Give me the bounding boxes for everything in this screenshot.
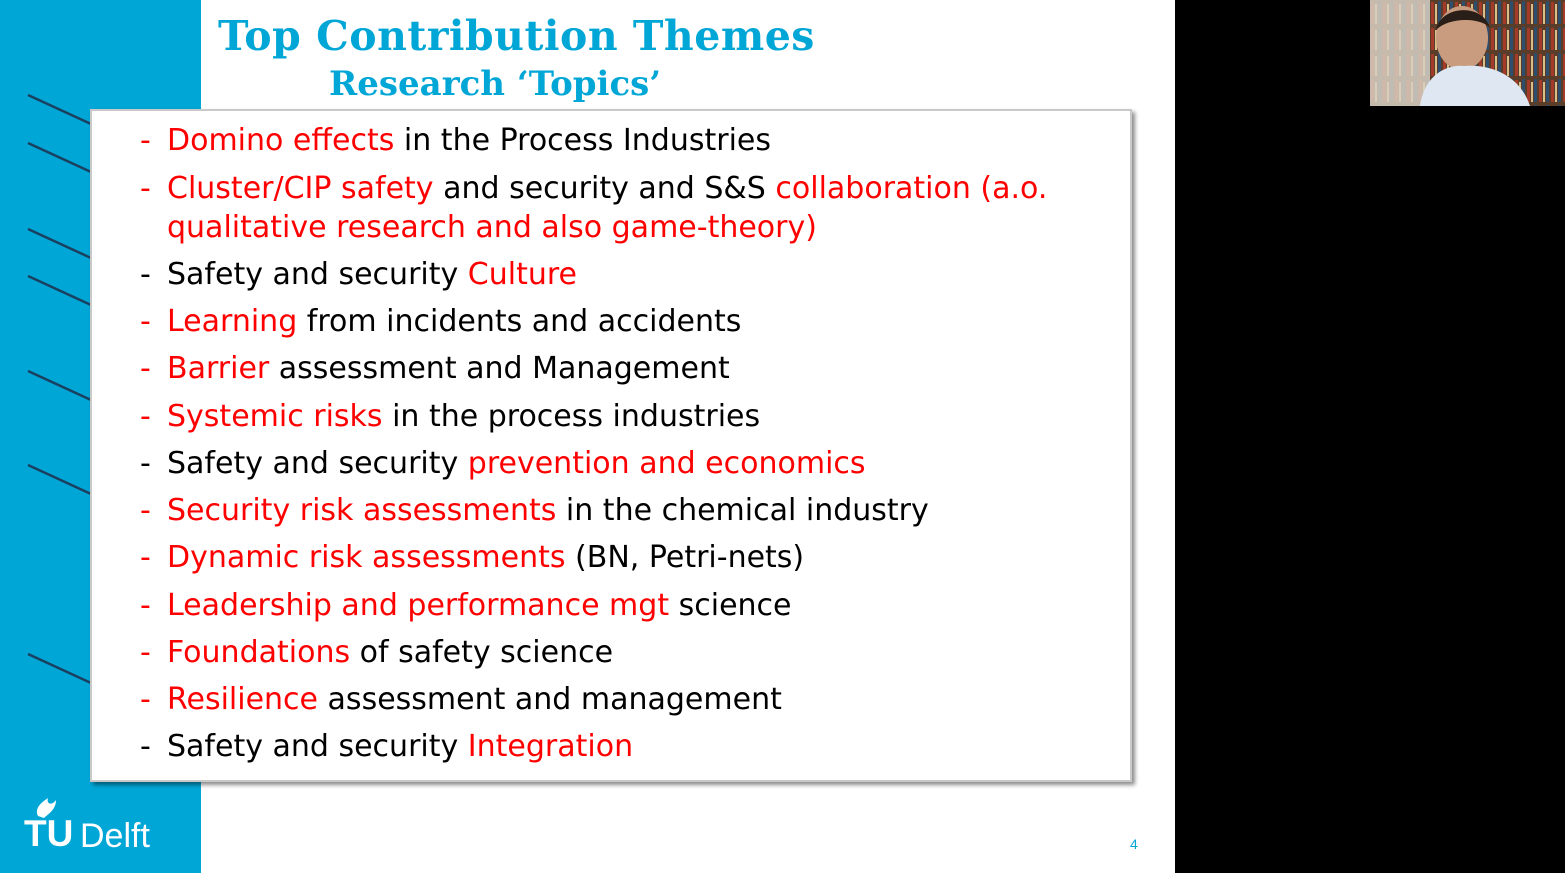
highlighted-term: Resilience xyxy=(167,682,319,717)
topic-text xyxy=(167,444,866,483)
slide-subtitle: Research ‘Topics’ xyxy=(329,64,662,104)
topic-text-segment: and security and S&S xyxy=(433,171,776,206)
page-number: 4 xyxy=(1130,836,1138,852)
highlighted-term: Leadership and performance mgt xyxy=(167,588,670,623)
topic-text-segment: Safety and security xyxy=(167,257,468,292)
bullet-dash: - xyxy=(140,257,151,292)
bullet-dash: - xyxy=(140,540,151,575)
topic-text-segment: in the process industries xyxy=(382,399,761,434)
highlighted-term: prevention and economics xyxy=(467,446,866,481)
bullet-dash: - xyxy=(140,588,151,623)
topic-text xyxy=(167,491,929,530)
highlighted-term: Security risk assessments xyxy=(167,493,557,528)
topic-text xyxy=(167,302,741,341)
topic-text-segment: in the chemical industry xyxy=(556,493,929,528)
highlighted-term: Foundations xyxy=(167,635,351,670)
highlighted-term: Domino effects xyxy=(167,123,395,158)
bullet-dash: - xyxy=(140,351,151,386)
highlighted-term: Learning xyxy=(167,304,298,339)
bullet-dash: - xyxy=(140,729,151,764)
highlighted-term: Barrier xyxy=(167,351,270,386)
highlighted-term: qualitative research and also game-theory) xyxy=(167,210,817,245)
topic-text xyxy=(167,397,760,436)
highlighted-term: Integration xyxy=(467,729,634,764)
topic-text-segment: of safety science xyxy=(350,635,614,670)
slide-title: Top Contribution Themes xyxy=(218,12,815,60)
bullet-dash: - xyxy=(140,682,151,717)
topic-text-segment: in the Process Industries xyxy=(394,123,771,158)
topic-text-segment: assessment and management xyxy=(318,682,782,717)
topic-text xyxy=(167,586,792,625)
webcam-video-tile[interactable] xyxy=(1370,0,1565,106)
bullet-dash: - xyxy=(140,635,151,670)
highlighted-term: Dynamic risk assessments xyxy=(167,540,566,575)
bullet-dash: - xyxy=(140,304,151,339)
logo-text-delft: Delft xyxy=(80,817,150,855)
topic-text-segment: science xyxy=(669,588,792,623)
topic-text-segment: assessment and Management xyxy=(269,351,730,386)
topic-text-segment: (BN, Petri-nets) xyxy=(565,540,805,575)
topic-text xyxy=(167,255,577,294)
highlighted-term: Systemic risks xyxy=(167,399,383,434)
bullet-dash: - xyxy=(140,493,151,528)
webcam-person-image xyxy=(1370,0,1565,106)
topic-text-segment: Safety and security xyxy=(167,729,468,764)
highlighted-term: Cluster/CIP safety xyxy=(167,171,434,206)
topic-text xyxy=(167,633,613,672)
topic-text-segment: Safety and security xyxy=(167,446,468,481)
topic-text-segment: from incidents and accidents xyxy=(297,304,742,339)
bullet-dash: - xyxy=(140,171,151,206)
logo-text-tu: TU xyxy=(24,813,74,854)
tudelft-logo xyxy=(24,796,174,856)
topic-text xyxy=(167,680,782,719)
bullet-dash: - xyxy=(140,399,151,434)
highlighted-term: Culture xyxy=(467,257,578,292)
highlighted-term: collaboration (a.o. xyxy=(775,171,1048,206)
topic-text xyxy=(167,538,804,577)
topic-text xyxy=(167,121,771,160)
topics-list-box xyxy=(90,109,1132,782)
topic-text xyxy=(167,169,1047,247)
bullet-dash: - xyxy=(140,123,151,158)
topic-text xyxy=(167,727,633,766)
topic-text xyxy=(167,349,730,388)
bullet-dash: - xyxy=(140,446,151,481)
